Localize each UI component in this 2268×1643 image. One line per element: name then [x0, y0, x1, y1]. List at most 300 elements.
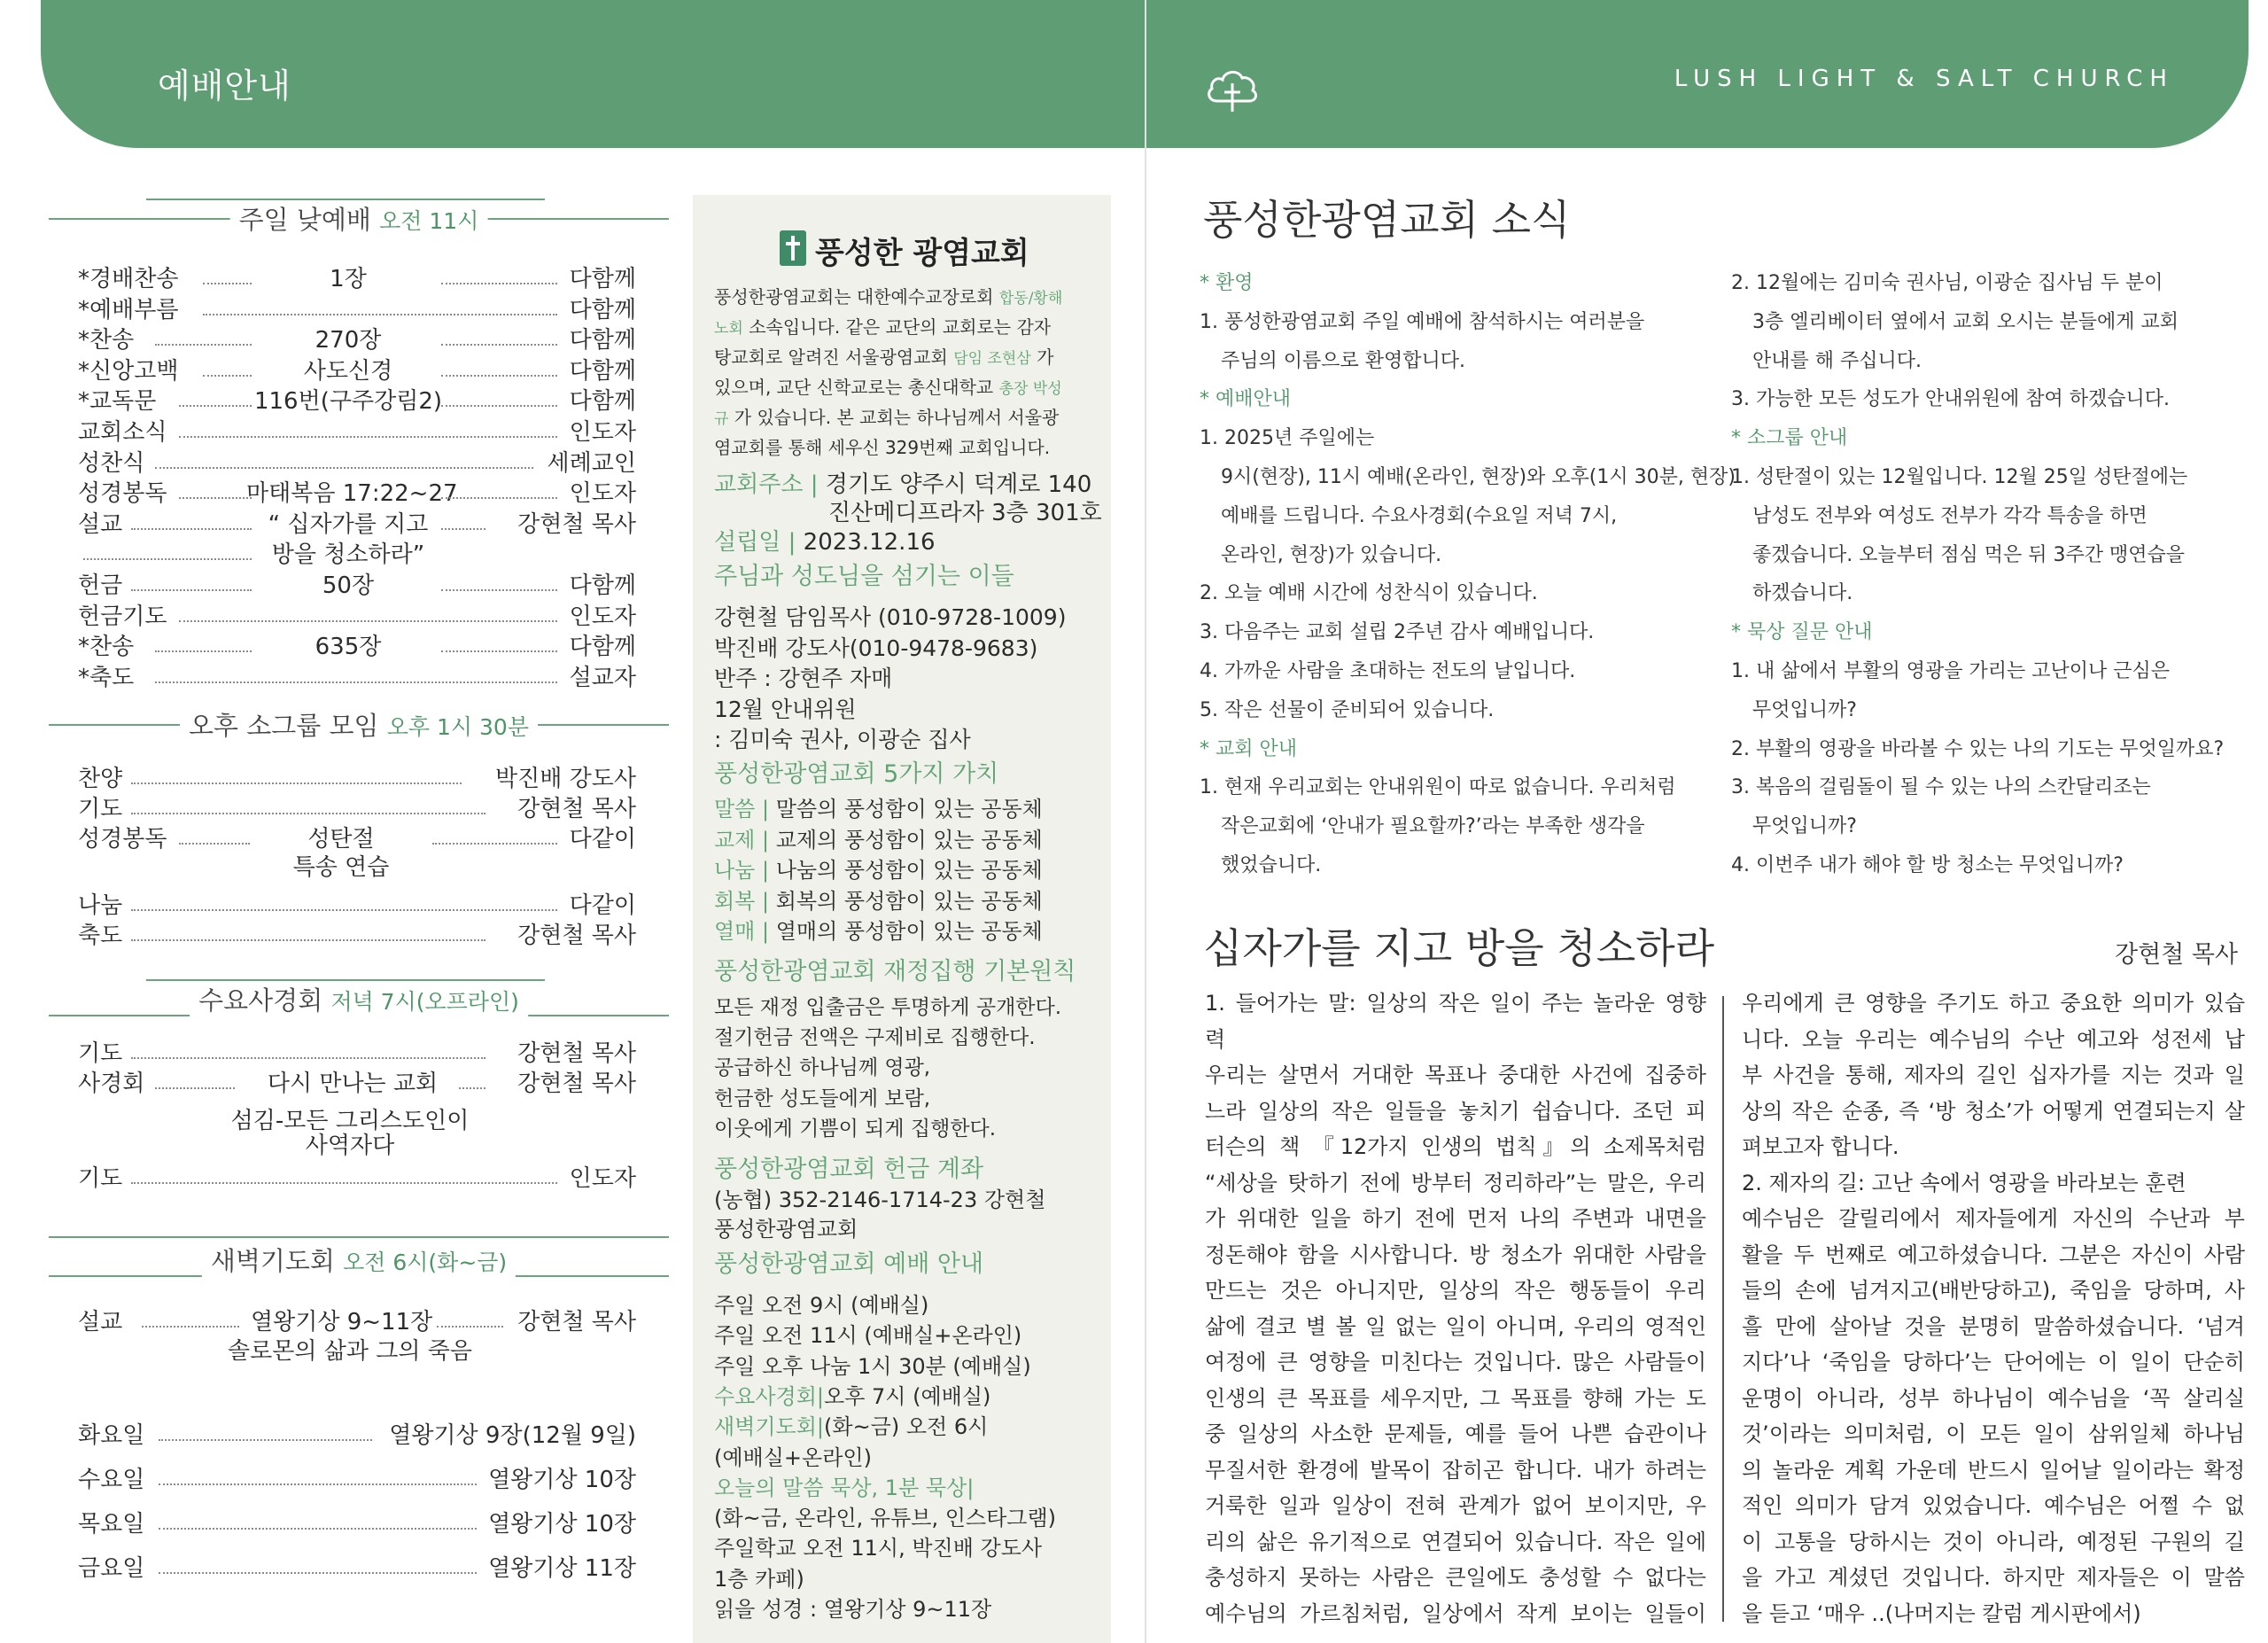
news-item: 2. 오늘 예배 시간에 성찬식이 있습니다. — [1200, 582, 1538, 605]
dot-leader — [203, 314, 557, 315]
row-name: 성경봉독 — [78, 480, 167, 508]
account-line: (농협) 352-2146-1714-23 강현철 — [714, 1187, 1046, 1212]
row-name: 목요일 — [78, 1511, 145, 1538]
value-line — [714, 886, 1043, 916]
row-right: 인도자 — [569, 603, 636, 630]
sermon-line: 상의 작은 순종, 즉 ‘방 청소’가 어떻게 연결되는지 살 — [1742, 1098, 2245, 1124]
value-line — [714, 855, 1043, 885]
intro-line — [714, 312, 1051, 344]
section-title: 수요사경회 — [198, 985, 323, 1016]
wednesday-service-header — [49, 979, 669, 1018]
order-row — [78, 1039, 636, 1069]
server-line: 박진배 강도사(010-9478-9683) — [714, 635, 1038, 661]
row-right: 인도자 — [569, 419, 636, 446]
row-name: 수요일 — [78, 1467, 145, 1493]
dot-leader — [131, 813, 485, 814]
row-name: *경배찬송 — [78, 266, 179, 292]
intro-line — [714, 432, 1050, 463]
dot-leader — [131, 1057, 485, 1059]
finance-line: 이웃에게 기쁨이 되게 집행한다. — [714, 1117, 997, 1141]
value-key: 회복 — [714, 888, 756, 914]
worship-line — [714, 1382, 990, 1412]
value-text: 열매의 풍성함이 있는 공동체 — [775, 919, 1043, 945]
sermon-line: 활을 두 번째로 예고하셨습니다. 그분은 자신이 사람 — [1742, 1242, 2245, 1267]
row-right: 열왕기상 9장(12월 9일) — [389, 1422, 636, 1449]
address-line: 경기도 양주시 덕계로 140 — [825, 471, 1092, 498]
order-row — [78, 632, 636, 662]
row-name: 성찬식 — [78, 449, 145, 477]
row-center: 1장 — [330, 266, 367, 292]
order-row — [78, 663, 636, 693]
sermon-line: 부 사건을 통해, 제자의 길인 십자가를 지는 것과 일 — [1742, 1063, 2245, 1087]
row-center: 다시 만나는 교회 — [267, 1071, 439, 1097]
news-heading: * 소그룹 안내 — [1731, 427, 1848, 450]
order-row — [78, 510, 636, 540]
row-name: *찬송 — [78, 634, 135, 661]
value-separator: | — [755, 797, 776, 822]
intro-line — [714, 282, 1062, 314]
dawn-sermon-title: 솔로몬의 삶과 그의 죽음 — [228, 1338, 472, 1365]
intro-text: 풍성한광염교회는 대한예수교장로회 — [714, 286, 999, 308]
dot-leader — [159, 1483, 477, 1485]
church-logo-icon — [780, 230, 806, 266]
address-line: 진산메디프라자 3층 301호 — [828, 500, 1102, 526]
row-name: 설교 — [78, 510, 123, 538]
value-separator: | — [755, 919, 776, 945]
sermon-line: 운명이 아니라, 성부 하나님이 예수님을 ‘꼭 살리실 — [1742, 1385, 2245, 1411]
server-line: : 김미숙 권사, 이광순 집사 — [714, 727, 971, 753]
news-item: 3. 가능한 모든 성도가 안내위원에 참여 하겠습니다. — [1731, 388, 2170, 411]
intro-text: 가 있습니다. 본 교회는 하나님께서 서울광 — [728, 407, 1060, 428]
reading-center-line: 성탄절 — [307, 826, 375, 853]
row-name: 사경회 — [78, 1071, 145, 1097]
church-english-name: LUSH LIGHT & SALT CHURCH — [1674, 66, 2174, 92]
row-name: 기도 — [78, 1040, 123, 1067]
sermon-line: 우리는 살면서 거대한 목표나 중대한 사건에 집중하 — [1205, 1063, 1706, 1087]
order-row — [78, 295, 636, 325]
row-name: 교회소식 — [78, 419, 167, 446]
sermon-line: 을 듣고 ‘매우 ..(나머지는 칼럼 게시판에서) — [1742, 1600, 2141, 1626]
values-title: 풍성한광염교회 5가지 가치 — [714, 760, 999, 788]
news-item: 2. 부활의 영광을 바라볼 수 있는 나의 기도는 무엇일까요? — [1731, 737, 2225, 760]
dot-leader — [179, 497, 252, 499]
worship-guide-title: 풍성한광염교회 예배 안내 — [714, 1250, 984, 1278]
dawn-day-row — [78, 1465, 636, 1495]
row-name: *교독문 — [78, 388, 157, 416]
row-name: 설교 — [78, 1309, 123, 1335]
sermon-right-column — [1742, 985, 2245, 1631]
sermon-line: 리의 삶은 유기적으로 연결되어 있습니다. 작은 일에 — [1205, 1529, 1706, 1554]
row-right: 강현철 목사 — [517, 1071, 636, 1097]
dot-leader — [131, 909, 557, 911]
dawn-day-row — [78, 1421, 636, 1451]
dot-leader — [441, 497, 557, 499]
wednesday-theme-line: 섬김-모든 그리스도인이 — [230, 1108, 470, 1134]
dot-leader — [441, 344, 557, 346]
row-name: 나눔 — [78, 892, 123, 919]
sermon-line: 충성하지 못하는 사람은 큰일에도 충성할 수 없다는 — [1205, 1565, 1706, 1590]
order-row — [78, 891, 636, 921]
sermon-author: 강현철 목사 — [2115, 941, 2238, 969]
row-right: 박진배 강도사 — [495, 766, 636, 792]
row-center: 열왕기상 9~11장 — [251, 1309, 433, 1335]
dot-leader — [441, 375, 557, 377]
dot-leader — [155, 650, 252, 652]
row-center: 635장 — [315, 634, 382, 661]
header-banner-left — [41, 0, 1145, 148]
news-title: 풍성한광염교회 소식 — [1203, 196, 1571, 244]
news-item: 하겠습니다. — [1752, 582, 1853, 605]
news-item: 1. 현재 우리교회는 안내위원이 따로 없습니다. 우리처럼 — [1200, 776, 1676, 799]
sermon-line: 가 위대한 일을 하기 전에 먼저 나의 주변과 내면을 — [1205, 1206, 1706, 1231]
order-row — [78, 794, 636, 824]
value-line — [714, 916, 1043, 946]
sermon-line: 중 일상의 사소한 문제들, 예를 들어 나쁜 습관이나 — [1205, 1421, 1706, 1446]
sermon-line: 적인 의미가 담겨 있었습니다. 예수님은 어쩔 수 없 — [1742, 1493, 2245, 1518]
church-address: 교회주소 | 경기도 양주시 덕계로 140 — [714, 471, 1092, 498]
intro-text: 있으며, 교단 신학교로는 총신대학교 — [714, 377, 999, 398]
section-title: 오후 소그룹 모임 — [189, 711, 379, 741]
dawn-prayer-header — [49, 1236, 669, 1275]
news-item: 4. 이번주 내가 해야 할 방 청소는 무엇입니까? — [1731, 854, 2124, 876]
finance-title: 풍성한광염교회 재정집행 기본원칙 — [714, 958, 1076, 985]
row-name: *예배부름 — [78, 296, 179, 323]
row-name: 찬양 — [78, 766, 123, 792]
news-item: 무엇입니까? — [1752, 815, 1857, 838]
row-right: 다같이 — [569, 826, 636, 853]
account-title: 풍성한광염교회 헌금 계좌 — [714, 1156, 984, 1183]
header-banner-right — [1146, 0, 2249, 148]
worship-key: 수요사경회| — [714, 1383, 825, 1409]
section-time: 오후 1시 30분 — [386, 714, 529, 740]
section-time: 오전 11시 — [379, 208, 479, 234]
intro-note: 총장 박성 — [998, 380, 1062, 398]
row-center: 사도신경 — [303, 357, 393, 385]
row-right: 다함께 — [569, 266, 636, 292]
sermon-line: 지다’나 ‘죽임을 당하다’는 단어에는 이 일이 단순히 — [1742, 1350, 2245, 1374]
value-text: 나눔의 풍성함이 있는 공동체 — [775, 858, 1043, 884]
row-center: 마태복음 17:22~27 — [246, 480, 458, 508]
news-item: 9시(현장), 11시 예배(온라인, 현장)와 오후(1시 30분, 현장) — [1221, 466, 1736, 488]
sermon-line: 력 — [1205, 1026, 1226, 1052]
value-separator: | — [755, 827, 776, 853]
order-row — [78, 479, 636, 509]
row-right: 강현철 목사 — [517, 510, 636, 538]
dot-leader — [159, 1439, 372, 1441]
order-row — [78, 448, 636, 479]
row-name: 금요일 — [78, 1555, 145, 1582]
section-title: 주일 낮예배 — [238, 205, 371, 235]
dawn-sermon-row — [78, 1307, 636, 1337]
row-name: *찬송 — [78, 327, 135, 354]
wednesday-theme-line: 사역자다 — [305, 1133, 395, 1159]
row-right: 강현철 목사 — [517, 1040, 636, 1067]
value-line — [714, 794, 1043, 824]
address-label: 교회주소 — [714, 471, 804, 498]
order-row — [78, 921, 636, 951]
qt-label: 오늘의 말씀 묵상, 1분 묵상| — [714, 1475, 975, 1500]
afternoon-group-header — [49, 705, 669, 744]
server-line: 강현철 담임목사 (010-9728-1009) — [714, 604, 1067, 630]
reading-center-line: 특송 연습 — [292, 854, 390, 881]
intro-text: 염교회를 통해 세우신 329번째 교회입니다. — [714, 437, 1051, 458]
news-item: 1. 내 삶에서 부활의 영광을 가리는 고난이나 근심은 — [1731, 660, 2170, 682]
sermon-line: 인생의 큰 목표를 세우지만, 그 목표를 향해 가는 도 — [1205, 1385, 1706, 1411]
news-item: 5. 작은 선물이 준비되어 있습니다. — [1200, 698, 1495, 721]
news-item: 무엇입니까? — [1752, 698, 1857, 721]
dot-leader — [179, 405, 252, 407]
sermon-line: 우리에게 큰 영향을 주기도 하고 중요한 의미가 있습 — [1742, 991, 2245, 1016]
news-item: 예배를 드립니다. 수요사경회(수요일 저녁 7시, — [1221, 504, 1618, 527]
dot-leader — [432, 843, 557, 845]
founded-value: 2023.12.16 — [803, 529, 936, 556]
row-name: 기도 — [78, 1165, 123, 1192]
intro-note: 노회 — [714, 320, 743, 338]
intro-note: 담임 조현삼 — [953, 350, 1031, 368]
sermon-line: 여정에 큰 영향을 미친다는 것입니다. 많은 사람들이 — [1205, 1350, 1706, 1374]
row-name: *축도 — [78, 664, 135, 691]
value-key: 나눔 — [714, 858, 756, 884]
order-row — [78, 1164, 636, 1194]
value-key: 교제 — [714, 827, 756, 853]
row-name: *신앙고백 — [78, 357, 179, 385]
intro-line — [714, 372, 1062, 404]
sermon-line: 2. 제자의 길: 고난 속에서 영광을 바라보는 훈련 — [1742, 1170, 2186, 1195]
page-title: 예배안내 — [158, 66, 291, 105]
news-heading: * 묵상 질문 안내 — [1731, 621, 1873, 644]
row-right: 설교자 — [569, 664, 636, 691]
news-item: 했었습니다. — [1221, 854, 1322, 876]
news-item: 안내를 해 주십니다. — [1752, 349, 1922, 372]
sermon-title: 십자가를 지고 방을 청소하라 — [1203, 924, 1715, 972]
founded-date: 설립일 | 2023.12.16 — [714, 529, 936, 556]
order-row — [78, 325, 636, 355]
row-right: 열왕기상 11장 — [488, 1555, 636, 1582]
dot-leader — [203, 283, 252, 284]
news-item: 주님의 이름으로 환영합니다. — [1221, 349, 1466, 372]
worship-value: 오후 7시 (예배실) — [824, 1383, 991, 1409]
worship-key: 새벽기도회| — [714, 1414, 825, 1440]
row-name: 화요일 — [78, 1422, 145, 1449]
intro-text: 탕교회로 알려진 서울광염교회 — [714, 347, 954, 368]
value-text: 회복의 풍성함이 있는 공동체 — [775, 888, 1043, 914]
news-item: 3. 다음주는 교회 설립 2주년 감사 예배입니다. — [1200, 621, 1595, 644]
section-time: 저녁 7시(오프라인) — [330, 989, 519, 1015]
sermon-line: 니다. 오늘 우리는 예수님의 수난 예고와 성전세 납 — [1742, 1026, 2245, 1052]
order-row — [78, 356, 636, 386]
sermon-line: 무질서한 환경에 발목이 잡히곤 합니다. 내가 하려는 — [1205, 1457, 1706, 1483]
sermon-line: 삶에 결코 별 볼 일 없는 일이 아니며, 우리의 영적인 — [1205, 1313, 1706, 1339]
row-center: 방을 청소하라” — [271, 541, 425, 569]
row-center: 116번(구주강림2) — [253, 388, 443, 416]
order-row — [78, 764, 636, 794]
order-row — [78, 386, 636, 417]
sermon-line: 예수님의 가르침처럼, 일상에서 작게 보이는 일들이 — [1205, 1600, 1706, 1626]
sermon-line: 흘 만에 살아날 것을 분명히 말씀하셨습니다. ‘넘겨 — [1742, 1313, 2245, 1339]
sermon-line: 느라 일상의 작은 일들을 놓치기 쉽습니다. 조던 피 — [1205, 1098, 1706, 1124]
dot-leader — [131, 1182, 557, 1184]
dawn-day-row — [78, 1509, 636, 1539]
sermon-line: 펴보고자 합니다. — [1742, 1134, 1899, 1159]
value-key: 열매 — [714, 919, 756, 945]
order-row — [78, 417, 636, 448]
worship-line: 주일 오후 나눔 1시 30분 (예배실) — [714, 1353, 1031, 1379]
row-right: 다함께 — [569, 327, 636, 354]
finance-line: 절기헌금 전액은 구제비로 집행한다. — [714, 1026, 1036, 1050]
row-right: 열왕기상 10장 — [488, 1511, 636, 1538]
row-center: 50장 — [322, 572, 375, 599]
order-row — [78, 571, 636, 601]
news-heading: * 예배안내 — [1200, 388, 1292, 411]
dot-leader — [179, 436, 557, 438]
section-title: 새벽기도회 — [210, 1246, 335, 1276]
row-name: 기도 — [78, 796, 123, 822]
row-right: 열왕기상 10장 — [488, 1467, 636, 1493]
worship-line — [714, 1412, 988, 1442]
value-separator: | — [755, 888, 776, 914]
row-right: 세례교인 — [547, 449, 636, 477]
dot-leader — [441, 528, 485, 530]
dot-leader — [155, 1087, 235, 1089]
intro-note: 규 — [714, 410, 729, 428]
dot-leader — [459, 1087, 485, 1089]
qt-line: (화~금, 온라인, 유튜브, 인스타그램) — [714, 1506, 1057, 1531]
qt-line: 읽을 성경 : 열왕기상 9~11장 — [714, 1597, 992, 1622]
servers-title: 주님과 성도님을 섬기는 이들 — [714, 563, 1014, 590]
order-row — [78, 264, 636, 294]
value-key: 말씀 — [714, 797, 756, 822]
page-divider — [1145, 0, 1146, 1643]
news-heading: * 환영 — [1200, 272, 1254, 294]
news-item: 3. 복음의 걸림돌이 될 수 있는 나의 스칸달리조는 — [1731, 776, 2151, 799]
row-name: 축도 — [78, 923, 123, 949]
sermon-line: 거룩한 일과 일상이 전혀 관계가 없어 보이지만, 우 — [1205, 1493, 1706, 1518]
intro-line — [714, 342, 1053, 374]
row-center: 270장 — [315, 327, 382, 354]
news-item: 1. 2025년 주일에는 — [1200, 427, 1375, 450]
news-item: 작은교회에 ‘안내가 필요할까?’라는 부족한 생각을 — [1221, 815, 1645, 838]
dot-leader — [131, 589, 252, 591]
order-row — [78, 1069, 636, 1099]
news-item: 남성도 전부와 여성도 전부가 각각 특송을 하면 — [1752, 504, 2148, 527]
finance-line: 공급하신 하나님께 영광, — [714, 1056, 931, 1080]
sermon-line: 예수님은 갈릴리에서 제자들에게 자신의 수난과 부 — [1742, 1206, 2245, 1231]
dot-leader — [441, 283, 557, 284]
news-item: 2. 12월에는 김미숙 권사님, 이광순 집사님 두 분이 — [1731, 272, 2163, 294]
qt-line: 주일학교 오전 11시, 박진배 강도사 — [714, 1536, 1043, 1561]
server-line: 12월 안내위원 — [714, 696, 857, 722]
sermon-line: 1. 들어가는 말: 일상의 작은 일이 주는 놀라운 영향 — [1205, 991, 1706, 1016]
sermon-line: 들의 손에 넘겨지고(배반당하고), 죽임을 당하며, 사 — [1742, 1278, 2245, 1303]
worship-value: (화~금) 오전 6시 — [824, 1414, 989, 1440]
sermon-line: 정돈해야 함을 시사합니다. 방 청소가 위대한 사람을 — [1205, 1242, 1706, 1267]
worship-line: 주일 오전 11시 (예배실+온라인) — [714, 1323, 1022, 1349]
dot-leader — [131, 939, 485, 941]
dot-leader — [203, 375, 252, 377]
row-center: “ 십자가를 지고 — [268, 510, 429, 538]
order-row — [78, 540, 636, 570]
dot-leader — [159, 1572, 477, 1574]
news-heading: * 교회 안내 — [1200, 737, 1297, 760]
row-right: 인도자 — [569, 1165, 636, 1192]
sermon-line: 의 놀라운 계획 가운데 반드시 일어날 일이라는 확정 — [1742, 1457, 2245, 1483]
server-line: 반주 : 강현주 자매 — [714, 666, 893, 692]
row-right: 다함께 — [569, 572, 636, 599]
sermon-line: 터슨의 책 『12가지 인생의 법칙』의 소제목처럼 — [1205, 1134, 1706, 1159]
sunday-service-header — [49, 199, 669, 237]
intro-line — [714, 402, 1059, 434]
intro-text: 가 — [1030, 347, 1054, 368]
section-time: 오전 6시(화~금) — [343, 1250, 508, 1275]
news-item: 3층 엘리베이터 옆에서 교회 오시는 분들에게 교회 — [1752, 310, 2179, 333]
qt-line: 1층 카페) — [714, 1566, 804, 1592]
account-line: 풍성한광염교회 — [714, 1217, 858, 1242]
row-right: 강현철 목사 — [517, 796, 636, 822]
worship-line: (예배실+온라인) — [714, 1444, 872, 1470]
news-item: 1. 풍성한광염교회 주일 예배에 참석하시는 여러분을 — [1200, 310, 1645, 333]
dot-leader — [159, 1528, 477, 1530]
intro-note: 합동/황해 — [998, 290, 1063, 308]
cloud-cross-icon — [1203, 62, 1262, 113]
row-right: 다함께 — [569, 388, 636, 416]
news-item: 4. 가까운 사람을 초대하는 전도의 날입니다. — [1200, 660, 1576, 682]
news-item: 좋겠습니다. 오늘부터 점심 먹은 뒤 3주간 맹연습을 — [1752, 543, 2185, 566]
news-item: 1. 성탄절이 있는 12월입니다. 12월 25일 성탄절에는 — [1731, 466, 2188, 488]
sermon-line: 것’이라는 의미처럼, 이 모든 일이 삼위일체 하나님 — [1742, 1421, 2245, 1446]
dot-leader — [179, 843, 250, 845]
sermon-left-column — [1205, 985, 1706, 1631]
row-right: 다같이 — [569, 892, 636, 919]
row-name: 헌금 — [78, 572, 123, 599]
dot-leader — [155, 681, 557, 683]
worship-line: 주일 오전 9시 (예배실) — [714, 1293, 929, 1318]
sermon-line: 이 고통을 당하시는 것이 아니라, 예정된 구원의 길 — [1742, 1529, 2245, 1554]
intro-text: 소속입니다. 같은 교단의 교회로는 감자 — [742, 316, 1052, 338]
row-name: 성경봉독 — [78, 826, 167, 853]
value-line — [714, 825, 1043, 855]
finance-line: 모든 재정 입출금은 투명하게 공개한다. — [714, 996, 1062, 1019]
news-item: 온라인, 현장)가 있습니다. — [1221, 543, 1442, 566]
dot-leader — [441, 589, 557, 591]
row-right: 인도자 — [569, 480, 636, 508]
dot-leader — [441, 405, 557, 407]
dot-leader — [131, 528, 252, 530]
dot-leader — [179, 620, 557, 622]
dot-leader — [155, 344, 252, 346]
value-text: 말씀의 풍성함이 있는 공동체 — [775, 797, 1043, 822]
value-separator: | — [755, 858, 776, 884]
row-right: 다함께 — [569, 296, 636, 323]
dot-leader — [155, 467, 533, 469]
sermon-line: “세상을 탓하기 전에 방부터 정리하라”는 말은, 우리 — [1205, 1170, 1706, 1195]
value-text: 교제의 풍성함이 있는 공동체 — [775, 827, 1043, 853]
dot-leader — [441, 650, 557, 652]
row-right: 다함께 — [569, 634, 636, 661]
row-right: 강현철 목사 — [517, 923, 636, 949]
sermon-line: 만드는 것은 아니지만, 일상의 작은 행동들이 우리 — [1205, 1278, 1706, 1303]
dot-leader — [131, 783, 462, 784]
sermon-column-divider — [1722, 996, 1724, 1622]
sermon-line: 을 가고 계셨던 것입니다. 하지만 제자들은 이 말씀 — [1742, 1565, 2245, 1590]
church-logo-text: 풍성한 광염교회 — [815, 236, 1029, 271]
dot-leader — [83, 558, 252, 560]
row-right: 다함께 — [569, 357, 636, 385]
row-name: 헌금기도 — [78, 603, 167, 630]
row-right: 강현철 목사 — [517, 1309, 636, 1335]
finance-line: 헌금한 성도들에게 보람, — [714, 1086, 931, 1110]
dawn-day-row — [78, 1553, 636, 1584]
founded-label: 설립일 — [714, 529, 781, 556]
